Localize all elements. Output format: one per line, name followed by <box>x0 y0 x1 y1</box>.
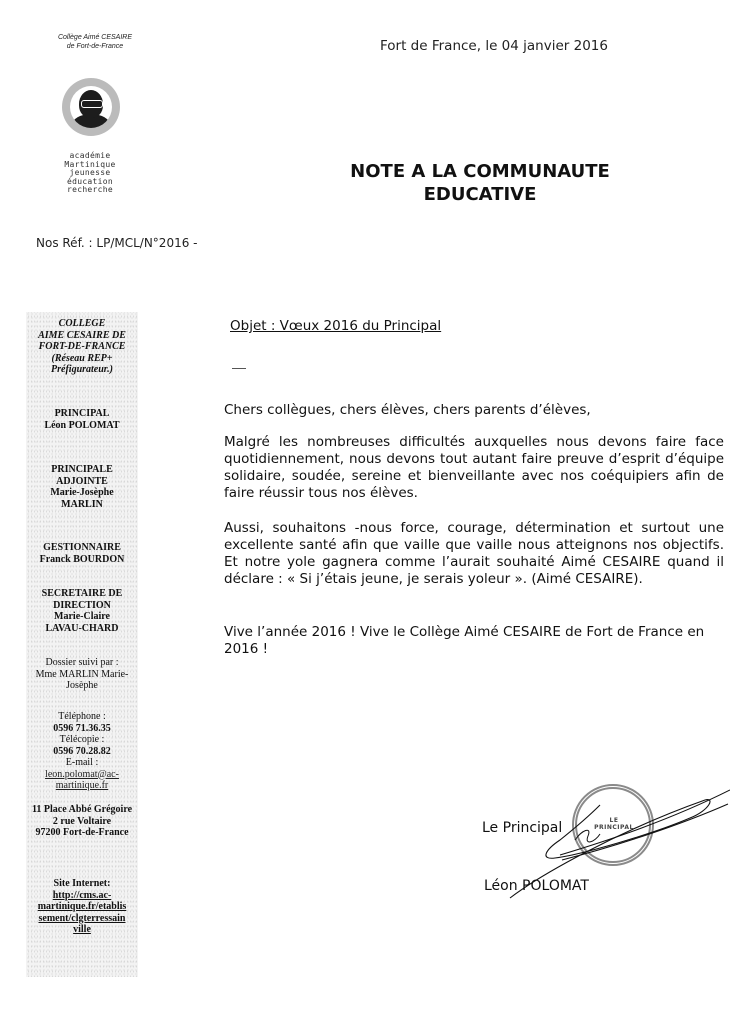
address-block <box>26 804 138 839</box>
greeting: Chers collègues, chers élèves, chers parents d’élèves, <box>224 402 591 418</box>
fax-number: 0596 70.28.82 <box>53 745 111 757</box>
academie-line: académie <box>69 151 111 160</box>
fax-label: Télécopie : <box>59 734 105 745</box>
website-link[interactable]: sement/clgterressain <box>38 912 126 924</box>
academie-line: recherche <box>66 185 114 194</box>
signatory-title: Le Principal <box>482 820 563 836</box>
address-line: 2 rue Voltaire <box>52 815 112 827</box>
website-link[interactable]: http://cms.ac- <box>52 889 112 901</box>
email-link[interactable]: martinique.fr <box>55 780 109 791</box>
contact-block <box>26 711 138 792</box>
principal-block <box>26 408 138 431</box>
paragraph-2: Aussi, souhaitons -nous force, courage, détermination et surtout une excellente santé afin que vaille que vaille nous atteignons nos objectifs. Et notre yole gagnera comme l’aurait souhaité Aimé CESAIRE quand il déclare : « Si j’étais jeune, je serais yoleur ». (Aimé CESAIRE). <box>224 520 724 587</box>
secretaire-block <box>26 588 138 634</box>
paragraph-1: Malgré les nombreuses difficultés auxquelles nous devons faire face quotidiennement, nous devons tout autant faire preuve d’esprit d’équipe solidaire, soudée, sereine et bienveillante avec nos coéquipiers afin de faire réussir tous nos élèves. <box>224 434 724 501</box>
academie-line: jeunesse <box>69 168 111 177</box>
website-label: Site Internet: <box>53 878 111 889</box>
academie-logo-text <box>55 152 125 195</box>
secretaire-name: LAVAU-CHARD <box>45 622 119 634</box>
academie-line: Martinique <box>64 159 116 169</box>
college-line-1: Collège Aimé CESAIRE <box>57 34 133 41</box>
email-link[interactable]: leon.polomat@ac- <box>45 768 119 780</box>
website-link[interactable]: ville <box>73 924 91 935</box>
adjointe-name: Marie-Josèphe <box>50 487 114 498</box>
title-line-2: EDUCATIVE <box>423 184 537 205</box>
school-line: (Réseau REP+ <box>51 352 113 364</box>
address-line: 97200 Fort-de-France <box>35 827 129 838</box>
secretaire-name: Marie-Claire <box>54 611 110 622</box>
adjointe-role: PRINCIPALE <box>51 464 113 475</box>
telephone-label: Téléphone : <box>58 711 106 722</box>
adjointe-role: ADJOINTE <box>56 475 108 487</box>
document-title <box>300 160 660 206</box>
adjointe-name: MARLIN <box>61 498 103 510</box>
dossier-block <box>26 657 138 692</box>
address-line: 11 Place Abbé Grégoire <box>31 804 133 815</box>
reference-number: Nos Réf. : LP/MCL/N°2016 - <box>36 236 198 250</box>
principal-name: Léon POLOMAT <box>44 419 120 431</box>
website-link[interactable]: martinique.fr/etablis <box>37 901 127 912</box>
letterhead-college-name <box>40 33 150 51</box>
school-line: COLLEGE <box>58 318 106 329</box>
adjointe-block <box>26 464 138 510</box>
secretaire-role: DIRECTION <box>53 599 111 611</box>
school-line: FORT-DE-FRANCE <box>38 341 126 352</box>
sidebar-contact-panel <box>26 312 138 977</box>
signatory-name: Léon POLOMAT <box>484 878 589 894</box>
stamp-text: LE PRINCIPAL <box>594 817 634 831</box>
gestionnaire-role: GESTIONNAIRE <box>43 542 121 553</box>
principal-role: PRINCIPAL <box>54 408 110 419</box>
telephone-number: 0596 71.36.35 <box>53 722 111 734</box>
secretaire-role: SECRETAIRE DE <box>41 588 123 599</box>
email-label: E-mail : <box>65 757 99 768</box>
college-line-2: de Fort-de-France <box>66 43 124 50</box>
letter-subject: Objet : Vœux 2016 du Principal <box>230 318 442 334</box>
dossier-label: Dossier suivi par : <box>45 657 119 668</box>
portrait-logo-icon <box>62 78 120 136</box>
school-line: AIME CESAIRE DE <box>38 329 126 341</box>
gestionnaire-block <box>26 542 138 565</box>
title-line-1: NOTE A LA COMMUNAUTE <box>350 161 610 182</box>
divider <box>232 368 246 369</box>
dossier-name: Josèphe <box>66 680 98 691</box>
paragraph-3: Vive l’année 2016 ! Vive le Collège Aimé CESAIRE de Fort de France en 2016 ! <box>224 624 705 657</box>
school-line: Préfigurateur.) <box>51 364 113 375</box>
dossier-name: Mme MARLIN Marie- <box>35 668 129 680</box>
website-block <box>26 878 138 936</box>
letter-date: Fort de France, le 04 janvier 2016 <box>380 38 608 54</box>
school-block <box>26 318 138 376</box>
gestionnaire-name: Franck BOURDON <box>39 553 125 565</box>
academie-line: éducation <box>66 176 114 186</box>
